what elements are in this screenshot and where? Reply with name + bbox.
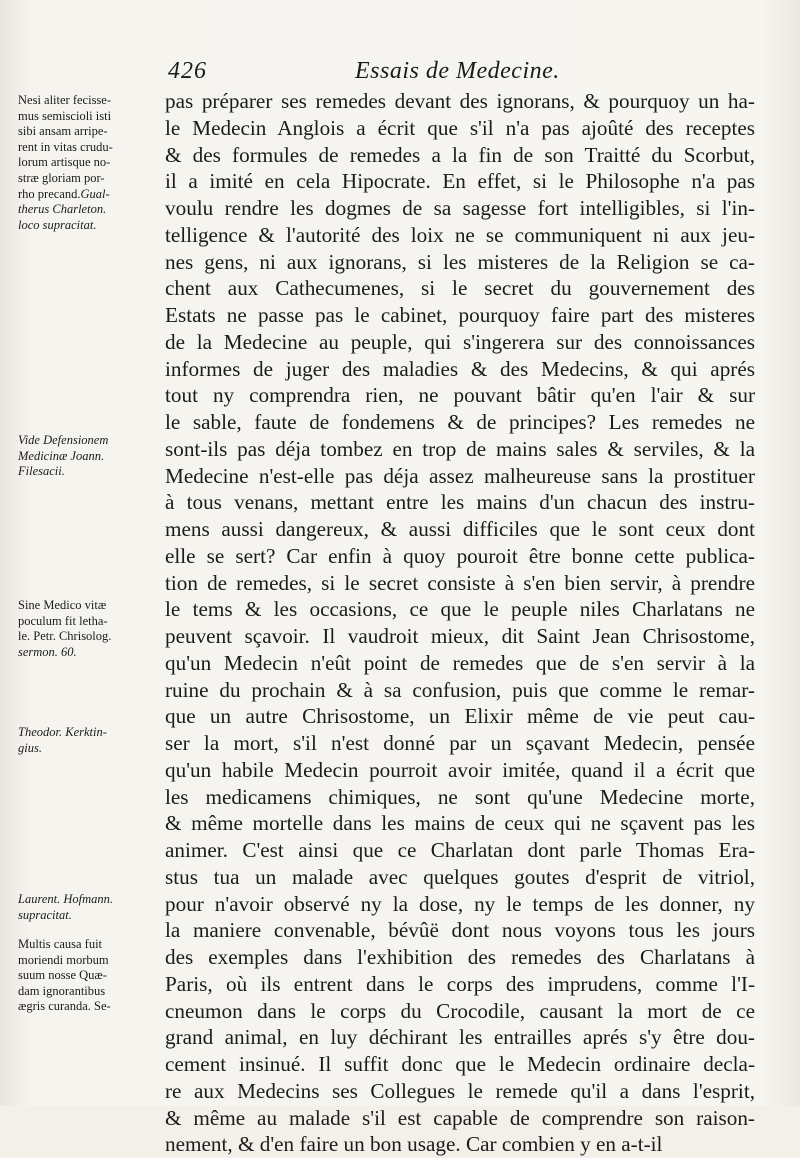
margin-note-line: Multis causa fuit (18, 937, 103, 951)
text-line: de la Medecine au peuple, qui s'ingerera sur des connoissances (165, 329, 755, 354)
margin-note-line: therus Charleton. (18, 202, 107, 217)
text-line: ser la mort, s'il n'est donné par un sçavant Medecin, pensée (165, 731, 755, 755)
margin-note-line: ægris curanda. Se- (18, 999, 111, 1014)
text-line: re aux Medecins ses Collegues le remede qu'il a dans l'esprit, (165, 1078, 755, 1103)
margin-note (18, 598, 168, 660)
text-line: des exemples dans l'exhibition des remedes des Charlatans à (165, 945, 755, 969)
text-line: informes de juger des maladies & des Medecins, & qui aprés (165, 356, 755, 381)
margin-note-line: mus semiscioli isti (18, 108, 112, 123)
text-line: cneumon dans le corps du Crocodile, causant la mort de ce (165, 998, 755, 1023)
text-line: & des formules de remedes a la fin de son Traitté du Scorbut, (165, 142, 755, 167)
margin-note-line: supracitat. (18, 907, 72, 922)
margin-note (18, 93, 168, 233)
margin-note-line (18, 187, 168, 203)
margin-note-line: Laurent. Hofmann. (18, 892, 114, 906)
text-line: & même au malade s'il est capable de comprendre son raison- (165, 1105, 755, 1130)
text-line: qu'un habile Medecin pourroit avoir imitée, quand il a écrit que (165, 757, 755, 782)
margin-note-line: Vide Defensionem (18, 433, 109, 447)
margin-note-text: rho precand. (18, 186, 81, 201)
text-line: stus tua un malade avec quelques goutes d'esprit de vitriol, (165, 864, 755, 889)
margin-note-line: sermon. 60. (18, 644, 77, 659)
margin-note-line: lorum artisque no- (18, 155, 111, 170)
text-line: peuvent sçavoir. Il vaudroit mieux, dit Saint Jean Chrisostome, (165, 624, 755, 648)
margin-note-line: loco supracitat. (18, 217, 97, 232)
margin-note-line: Medicinæ Joann. (18, 448, 105, 463)
text-line: voulu rendre les dogmes de sa sagesse fort intelligibles, si l'in- (165, 196, 755, 220)
main-text (165, 88, 755, 1158)
margin-note-italic: Gual- (80, 186, 110, 201)
text-line: qu'un Medecin n'eût point de remedes que de s'en servir à la (165, 650, 755, 675)
text-line: telligence & l'autorité des loix ne se communiquent ni aux jeu- (165, 222, 755, 247)
text-line: à tous venans, mettant entre les mains d'un chacun des instru- (165, 490, 755, 515)
margin-note-line: suum nosse Quæ- (18, 968, 107, 983)
text-line: nes gens, ni aux ignorans, si les misteres de la Religion se ca- (165, 249, 755, 274)
text-line: Paris, où ils entrent dans le corps des imprudens, comme l'I- (165, 971, 755, 996)
text-line: cement insinué. Il suffit donc que le Medecin ordinaire decla- (165, 1052, 755, 1076)
margin-note-line: stræ gloriam por- (18, 170, 105, 185)
text-line: nement, & d'en faire un bon usage. Car combien y en a-t-il (165, 1132, 663, 1157)
text-line: elle se sert? Car enfin à quoy pouroit être bonne cette publica- (165, 543, 755, 568)
text-line: ruine du prochain & à sa confusion, puis que comme le remar- (165, 677, 755, 702)
margin-note-line: le. Petr. Chrisolog. (18, 629, 112, 644)
margin-note-line: Theodor. Kerktin- (18, 725, 107, 739)
margin-note (18, 892, 168, 923)
running-head: Essais de Medecine. (355, 58, 560, 84)
margin-note-line: dam ignorantibus (18, 983, 106, 998)
text-line: le Medecin Anglois a écrit que s'il n'a pas ajoûté des receptes (165, 115, 755, 140)
text-line: pour n'avoir observé ny la dose, ny le temps de les donner, ny (165, 891, 755, 916)
text-line: les medicamens chimiques, ne sont qu'une Medecine morte, (165, 784, 755, 809)
text-line: sont-ils pas déja tombez en trop de mains sales & serviles, & la (165, 436, 755, 461)
margin-note-line: Sine Medico vitæ (18, 598, 107, 612)
text-line: tion de remedes, si le secret consiste à s'en bien servir, à prendre (165, 570, 755, 595)
page-number: 426 (168, 58, 207, 84)
text-line: pas préparer ses remedes devant des ignorans, & pourquoy un ha- (165, 89, 755, 113)
text-line: la maniere convenable, bévûë dont nous voyons tous les jours (165, 918, 755, 943)
margin-note-line: Nesi aliter fecisse- (18, 93, 112, 107)
text-line: que un autre Chrisostome, un Elixir même de vie peut cau- (165, 704, 755, 729)
text-line: tout ny comprendra rien, ne pouvant bâtir qu'en l'air & sur (165, 383, 755, 408)
text-line: & même mortelle dans les mains de ceux qui ne sçavent pas les (165, 811, 755, 836)
text-line: le sable, faute de fondemens & de principes? Les remedes ne (165, 410, 755, 434)
text-line: mens aussi dangereux, & aussi difficiles que le sont ceux dont (165, 517, 755, 541)
margin-note-line: Filesacii. (18, 464, 65, 479)
margin-note-line: rent in vitas crudu- (18, 139, 113, 154)
text-line: grand animal, en luy déchirant les entrailles aprés s'y être dou- (165, 1025, 755, 1050)
text-line: il a imité en cela Hipocrate. En effet, si le Philosophe n'a pas (165, 169, 755, 194)
margin-note-line: moriendi morbum (18, 952, 109, 967)
text-line: le tems & les occasions, ce que le peuple niles Charlatans ne (165, 597, 755, 622)
margin-note-line: poculum fit letha- (18, 613, 108, 628)
text-line: animer. C'est ainsi que ce Charlatan dont parle Thomas Era- (165, 838, 755, 862)
margin-note (18, 433, 168, 480)
text-line: Estats ne passe pas le cabinet, pourquoy faire part des misteres (165, 303, 755, 327)
margin-note-line: sibi ansam arripe- (18, 124, 108, 139)
margin-note (18, 937, 168, 1015)
margin-note-line: gius. (18, 740, 42, 755)
text-line: chent aux Cathecumenes, si le secret du gouvernement des (165, 276, 755, 301)
margin-note (18, 725, 168, 756)
text-line: Medecine n'est-elle pas déja assez malheureuse sans la prostituer (165, 463, 755, 488)
